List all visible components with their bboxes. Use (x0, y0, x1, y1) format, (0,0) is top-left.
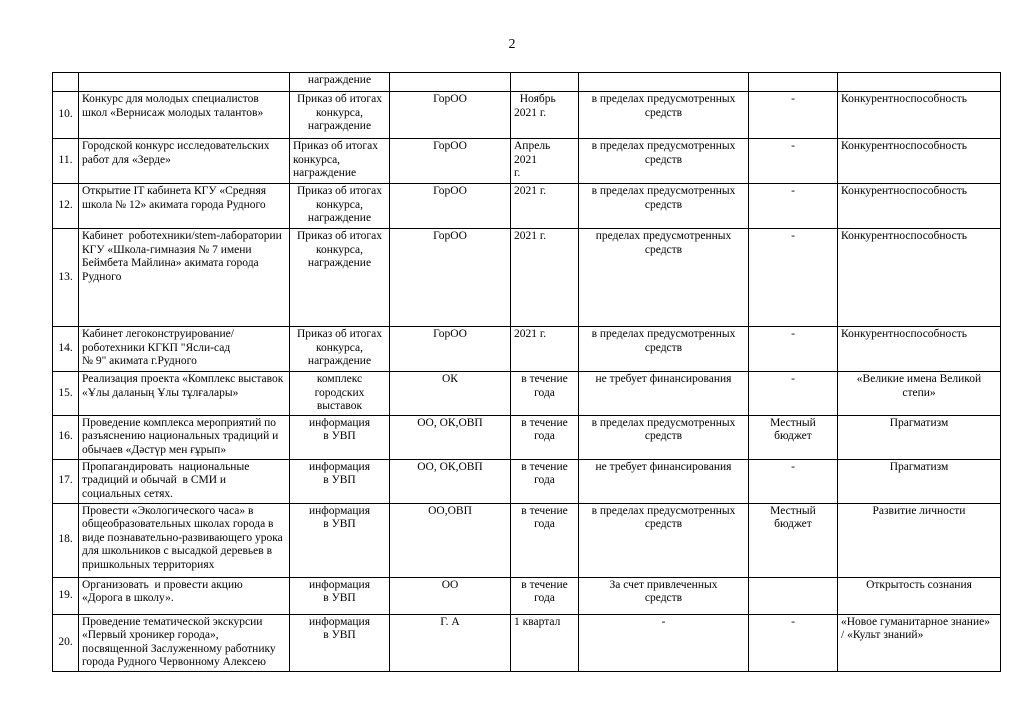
table-row (53, 73, 1001, 92)
form-cell: информация в УВП (290, 459, 390, 503)
responsible-cell: ГорОО (390, 184, 511, 229)
form-cell: информация в УВП (290, 577, 390, 614)
budget-cell: - (749, 459, 838, 503)
num-cell: 12. (53, 184, 79, 229)
activity-cell: Организовать и провести акцию «Дорога в школу». (79, 577, 290, 614)
value-cell (838, 73, 1001, 92)
date-cell (511, 73, 579, 92)
budget-cell: Местный бюджет (749, 415, 838, 459)
num-cell: 19. (53, 577, 79, 614)
date-cell: 2021 г. (511, 229, 579, 327)
num-cell: 14. (53, 327, 79, 372)
table-row (53, 327, 1001, 372)
budget-cell: - (749, 327, 838, 372)
funding-cell: За счет привлеченных средств (579, 577, 749, 614)
table-row (53, 503, 1001, 577)
activity-cell: Кабинет роботехники/stem-лаборатории КГУ «Школа-гимназия № 7 имени Беймбета Майлина» акимата города Рудного (79, 229, 290, 327)
table-row (53, 92, 1001, 139)
activity-cell: Реализация проекта «Комплекс выставок «Ұлы даланың Ұлы тұлғалары» (79, 372, 290, 416)
num-cell: 17. (53, 459, 79, 503)
funding-cell: в пределах предусмотренных средств (579, 415, 749, 459)
table-row (53, 614, 1001, 671)
responsible-cell: ОО,ОВП (390, 503, 511, 577)
activity-cell: Кабинет легоконструирование/ роботехники КГКП "Ясли-сад № 9" акимата г.Рудного (79, 327, 290, 372)
responsible-cell: ГорОО (390, 92, 511, 139)
value-cell: Конкурентноспособность (838, 92, 1001, 139)
funding-cell (579, 73, 749, 92)
table-row (53, 577, 1001, 614)
value-cell: Открытость сознания (838, 577, 1001, 614)
funding-cell: в пределах предусмотренных средств (579, 139, 749, 184)
form-cell: Приказ об итогах конкурса, награждение (290, 139, 390, 184)
value-cell: Развитие личности (838, 503, 1001, 577)
activity-cell: Провести «Экологического часа» в общеобразовательных школах города в виде познавательно-развивающего урока для школьников с высадкой деревьев в пришкольных территориях (79, 503, 290, 577)
value-cell: Конкурентноспособность (838, 229, 1001, 327)
budget-cell (749, 577, 838, 614)
funding-cell: в пределах предусмотренных средств (579, 503, 749, 577)
date-cell: в течение года (511, 459, 579, 503)
responsible-cell: ОО, ОК,ОВП (390, 415, 511, 459)
value-cell: Прагматизм (838, 459, 1001, 503)
activity-cell: Проведение тематической экскурсии «Первый хроникер города», посвященной Заслуженному работнику города Рудного Червонному Алексею (79, 614, 290, 671)
funding-cell: - (579, 614, 749, 671)
table-row (53, 229, 1001, 327)
funding-cell: в пределах предусмотренных средств (579, 184, 749, 229)
budget-cell (749, 73, 838, 92)
funding-cell: не требует финансирования (579, 372, 749, 416)
form-cell: информация в УВП (290, 415, 390, 459)
date-cell: Ноябрь 2021 г. (511, 92, 579, 139)
date-cell: в течение года (511, 415, 579, 459)
date-cell: в течение года (511, 372, 579, 416)
plan-table (52, 72, 1001, 672)
funding-cell: в пределах предусмотренных средств (579, 327, 749, 372)
budget-cell: - (749, 229, 838, 327)
responsible-cell (390, 73, 511, 92)
form-cell: Приказ об итогах конкурса, награждение (290, 229, 390, 327)
form-cell: информация в УВП (290, 614, 390, 671)
date-cell: 2021 г. (511, 327, 579, 372)
form-cell: награждение (290, 73, 390, 92)
responsible-cell: Г. А (390, 614, 511, 671)
form-cell: Приказ об итогах конкурса, награждение (290, 327, 390, 372)
value-cell: Конкурентноспособность (838, 184, 1001, 229)
form-cell: информация в УВП (290, 503, 390, 577)
responsible-cell: ОК (390, 372, 511, 416)
activity-cell: Конкурс для молодых специалистов школ «Вернисаж молодых талантов» (79, 92, 290, 139)
responsible-cell: ОО (390, 577, 511, 614)
budget-cell: Местный бюджет (749, 503, 838, 577)
responsible-cell: ГорОО (390, 229, 511, 327)
table-row (53, 459, 1001, 503)
activity-cell: Пропагандировать национальные традиций и обычай в СМИ и социальных сетях. (79, 459, 290, 503)
responsible-cell: ГорОО (390, 139, 511, 184)
value-cell: Конкурентноспособность (838, 327, 1001, 372)
num-cell: 20. (53, 614, 79, 671)
date-cell: 1 квартал (511, 614, 579, 671)
activity-cell: Городской конкурс исследовательских работ для «Зерде» (79, 139, 290, 184)
value-cell: Конкурентноспособность (838, 139, 1001, 184)
date-cell: 2021 г. (511, 184, 579, 229)
num-cell: 13. (53, 229, 79, 327)
funding-cell: в пределах предусмотренных средств (579, 92, 749, 139)
table-row (53, 415, 1001, 459)
responsible-cell: ОО, ОК,ОВП (390, 459, 511, 503)
num-cell: 16. (53, 415, 79, 459)
value-cell: Прагматизм (838, 415, 1001, 459)
form-cell: Приказ об итогах конкурса, награждение (290, 92, 390, 139)
date-cell: в течение года (511, 503, 579, 577)
budget-cell: - (749, 614, 838, 671)
date-cell: Апрель 2021 г. (511, 139, 579, 184)
responsible-cell: ГорОО (390, 327, 511, 372)
table-row (53, 372, 1001, 416)
budget-cell: - (749, 139, 838, 184)
num-cell: 10. (53, 92, 79, 139)
num-cell: 15. (53, 372, 79, 416)
activity-cell: Проведение комплекса мероприятий по разъяснению национальных традиций и обычаев «Дәстүр мен ғұрып» (79, 415, 290, 459)
table-row (53, 139, 1001, 184)
activity-cell: Открытие IT кабинета КГУ «Средняя школа № 12» акимата города Рудного (79, 184, 290, 229)
budget-cell: - (749, 92, 838, 139)
table-row (53, 184, 1001, 229)
num-cell (53, 73, 79, 92)
form-cell: комплекс городских выставок (290, 372, 390, 416)
form-cell: Приказ об итогах конкурса, награждение (290, 184, 390, 229)
budget-cell: - (749, 372, 838, 416)
budget-cell: - (749, 184, 838, 229)
date-cell: в течение года (511, 577, 579, 614)
activity-cell (79, 73, 290, 92)
funding-cell: не требует финансирования (579, 459, 749, 503)
page-number: 2 (508, 37, 516, 52)
value-cell: «Новое гуманитарное знание» / «Культ знаний» (838, 614, 1001, 671)
num-cell: 11. (53, 139, 79, 184)
funding-cell: пределах предусмотренных средств (579, 229, 749, 327)
num-cell: 18. (53, 503, 79, 577)
value-cell: «Великие имена Великой степи» (838, 372, 1001, 416)
